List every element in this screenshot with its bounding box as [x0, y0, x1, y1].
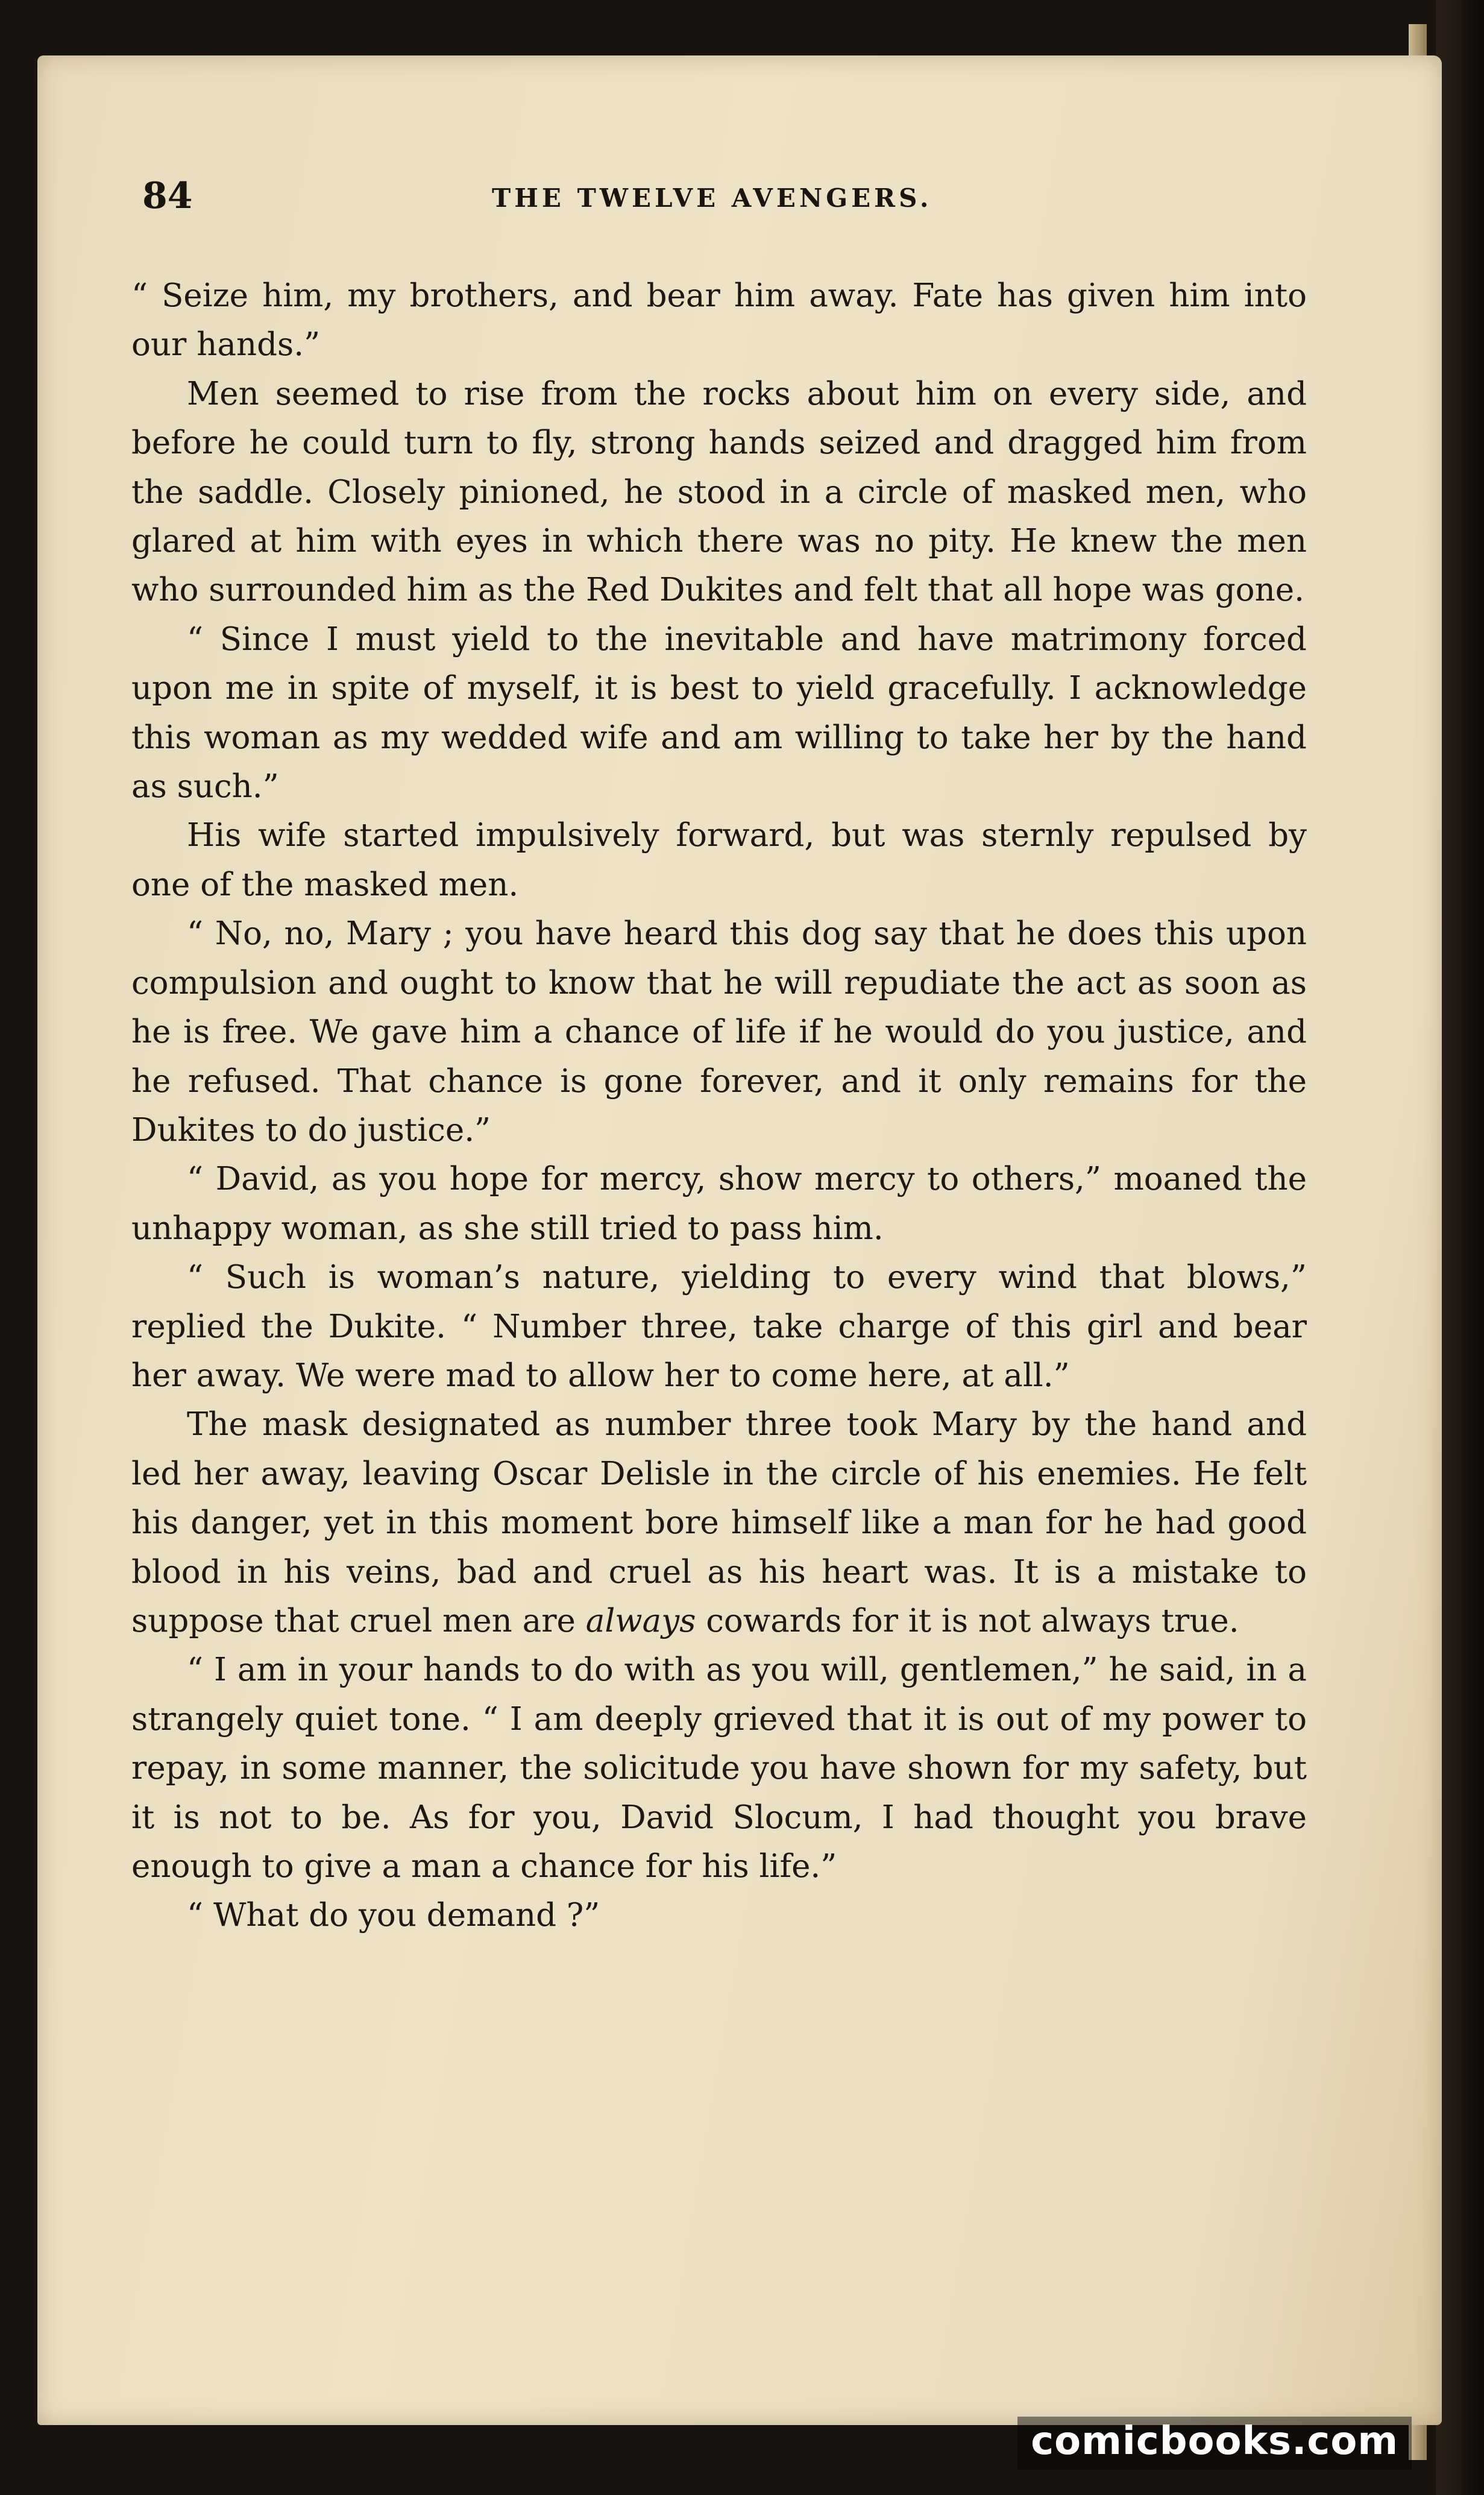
paragraph: “ I am in your hands to do with as you will, gentlemen,” he said, in a strangely quiet tone. “ I am deeply grieved that it is out of my power to repay, in some manner, the solicitude you have shown for my safety, but it is not to be. As for you, David Slocum, I had thought you brave enough to give a man a chance for his life.”: [131, 1651, 1307, 1885]
paragraph: “ No, no, Mary ; you have heard this dog say that he does this upon compulsion and ought to know that he will repudiate the act as soon as he is free. We gave him a chance of life if he would do you justice, and he refused. That chance is gone forever, and it only remains for the Dukites to do justice.”: [131, 915, 1307, 1149]
book-spine: [1436, 0, 1484, 2495]
watermark: comicbooks.com: [1017, 2417, 1412, 2470]
paragraph: Men seemed to rise from the rocks about him on every side, and before he could turn to fly, strong hands seized and dragged him from the saddle. Closely pinioned, he stood in a circle of masked men, who glared at him with eyes in which there was no pity. He knew the men who surrounded him as the Red Dukites and felt that all hope was gone.: [131, 375, 1307, 609]
paragraph: “ Such is woman’s nature, yielding to every wind that blows,” replied the Dukite. “ Number three, take charge of this girl and bear her away. We were mad to allow her to come here, at all.”: [131, 1259, 1307, 1394]
running-head: THE TWELVE AVENGERS.: [492, 183, 932, 213]
paragraph: His wife started impulsively forward, but was sternly repulsed by one of the masked men.: [131, 817, 1307, 903]
body-text: [131, 271, 1307, 1940]
paragraph: [131, 1400, 1307, 1645]
paragraph: “ David, as you hope for mercy, show mercy to others,” moaned the unhappy woman, as she still tried to pass him.: [131, 1161, 1307, 1247]
paragraph: “ What do you demand ?”: [187, 1897, 600, 1934]
page-header: [142, 175, 1306, 223]
paragraph-text: The mask designated as number three took Mary by the hand and led her away, leaving Oscar Delisle in the circle of his enemies. He felt his danger, yet in this moment bore himself like a man for he had good blood in his veins, bad and cruel as his heart was. It is a mistake to suppose that cruel men are: [131, 1406, 1307, 1639]
paragraph: “ Seize him, my brothers, and bear him away. Fate has given him into our hands.”: [131, 277, 1307, 364]
page-number: 84: [142, 175, 193, 217]
paragraph: “ Since I must yield to the inevitable and have matrimony forced upon me in spite of myself, it is best to yield gracefully. I acknowledge this woman as my wedded wife and am willing to take her by the hand as such.”: [131, 620, 1307, 806]
paragraph-text: cowards for it is not always true.: [696, 1602, 1239, 1639]
italic-word: always: [585, 1602, 696, 1639]
